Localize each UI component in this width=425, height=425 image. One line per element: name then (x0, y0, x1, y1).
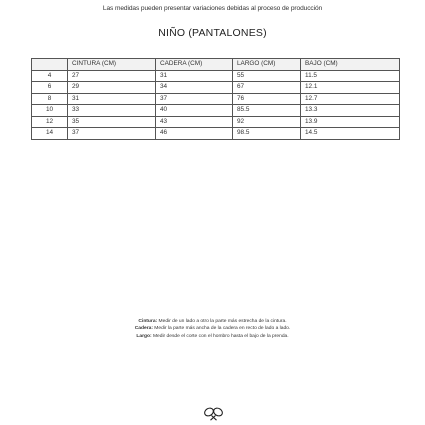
bajo-cell: 13.3 (301, 105, 400, 117)
largo-cell: 67 (233, 82, 301, 94)
largo-cell: 98.5 (233, 128, 301, 140)
cintura-cell: 33 (68, 105, 156, 117)
crossed-rackets-icon (202, 407, 225, 421)
table-row (32, 116, 400, 128)
table-row (32, 128, 400, 140)
note-text: Medir desde el corte con el hombro hasta el bajo de la prenda. (151, 333, 289, 339)
note-cadera (0, 325, 425, 332)
bajo-cell: 11.5 (301, 70, 400, 82)
note-term: Largo: (136, 333, 152, 339)
cadera-cell: 31 (156, 70, 233, 82)
header-bajo: BAJO (CM) (301, 59, 400, 71)
cadera-cell: 46 (156, 128, 233, 140)
size-cell: 8 (32, 93, 68, 105)
cintura-cell: 29 (68, 82, 156, 94)
size-cell: 10 (32, 105, 68, 117)
page-title: NIÑO (PANTALONES) (158, 27, 267, 39)
largo-cell: 76 (233, 93, 301, 105)
largo-cell: 55 (233, 70, 301, 82)
cintura-cell: 35 (68, 116, 156, 128)
header-cintura: CINTURA (CM) (68, 59, 156, 71)
measurement-notes (0, 318, 425, 340)
disclaimer-text: Las medidas pueden presentar variaciones debidas al proceso de producción (102, 5, 323, 12)
cintura-cell: 31 (68, 93, 156, 105)
cintura-cell: 27 (68, 70, 156, 82)
note-term: Cadera: (134, 326, 153, 332)
bajo-cell: 12.7 (301, 93, 400, 105)
size-cell: 6 (32, 82, 68, 94)
bajo-cell: 14.5 (301, 128, 400, 140)
cadera-cell: 37 (156, 93, 233, 105)
note-cintura (0, 318, 425, 325)
note-term: Cintura: (138, 319, 158, 324)
size-cell: 4 (32, 70, 68, 82)
bajo-cell: 13.9 (301, 116, 400, 128)
note-text: Medir de un lado a otro la parte más estrecha de la cintura. (157, 319, 287, 324)
table-row (32, 105, 400, 117)
cadera-cell: 40 (156, 105, 233, 117)
size-table (31, 58, 400, 140)
header-size (32, 59, 68, 71)
table-header-row (32, 59, 400, 71)
largo-cell: 92 (233, 116, 301, 128)
cintura-cell: 37 (68, 128, 156, 140)
header-cadera: CADERA (CM) (156, 59, 233, 71)
note-largo (0, 333, 425, 340)
table-row (32, 93, 400, 105)
note-text: Medir la parte más ancha de la cadera en recto de lado a lado. (152, 326, 291, 332)
bajo-cell: 12.1 (301, 82, 400, 94)
size-cell: 12 (32, 116, 68, 128)
largo-cell: 85.5 (233, 105, 301, 117)
size-cell: 14 (32, 128, 68, 140)
header-largo: LARGO (CM) (233, 59, 301, 71)
cadera-cell: 43 (156, 116, 233, 128)
table-row (32, 70, 400, 82)
cadera-cell: 34 (156, 82, 233, 94)
table-row (32, 82, 400, 94)
